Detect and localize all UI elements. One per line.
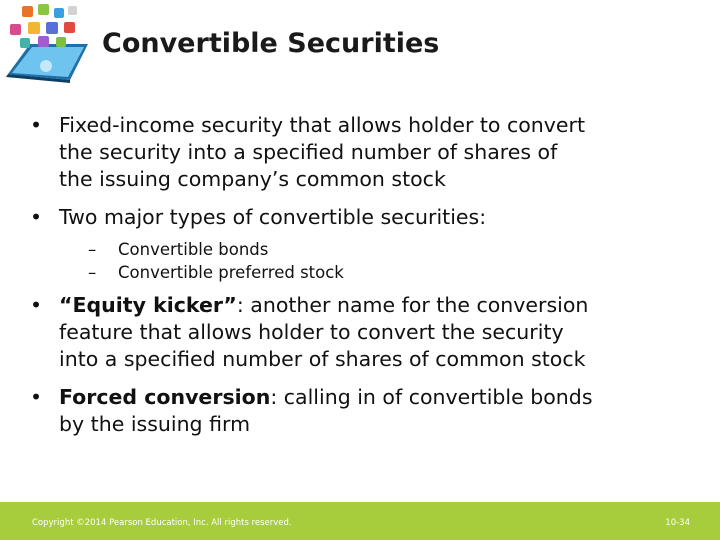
bullet-marker: • [30, 293, 43, 317]
sub-item-text: Convertible preferred stock [118, 263, 344, 282]
bullet-line: by the issuing firm [59, 412, 251, 436]
sub-marker: – [88, 263, 97, 282]
tablet-apps-icon [0, 0, 92, 92]
bullet-item [30, 384, 700, 438]
bullet-item [30, 112, 700, 193]
bullet-line: the security into a specified number of shares of [59, 140, 558, 164]
sub-item [88, 238, 700, 261]
bullet-line: the issuing company’s common stock [59, 167, 446, 191]
bullet-line: Two major types of convertible securities: [59, 205, 487, 229]
term-forced-conversion: Forced conversion [59, 385, 271, 409]
bullet-marker: • [30, 205, 43, 229]
bullet-item [30, 204, 700, 231]
slide-body [30, 112, 700, 449]
page-number: 10-34 [665, 518, 690, 528]
bullet-line: feature that allows holder to convert the security [59, 320, 564, 344]
sub-item [88, 261, 700, 284]
bullet-line [59, 292, 700, 319]
term-equity-kicker: “Equity kicker” [59, 293, 237, 317]
sub-marker: – [88, 240, 97, 259]
bullet-text: : calling in of convertible bonds [270, 385, 593, 409]
footer-bar [0, 502, 720, 540]
bullet-marker: • [30, 113, 43, 137]
bullet-item [30, 292, 700, 373]
bullet-line: into a specified number of shares of common stock [59, 347, 586, 371]
bullet-line [59, 384, 700, 411]
sub-item-text: Convertible bonds [118, 240, 269, 259]
copyright-text: Copyright ©2014 Pearson Education, Inc. All rights reserved. [32, 518, 292, 528]
sub-list [88, 238, 700, 284]
bullet-marker: • [30, 385, 43, 409]
slide-title: Convertible Securities [102, 28, 440, 59]
bullet-text: : another name for the conversion [236, 293, 589, 317]
bullet-line: Fixed-income security that allows holder to convert [59, 113, 586, 137]
